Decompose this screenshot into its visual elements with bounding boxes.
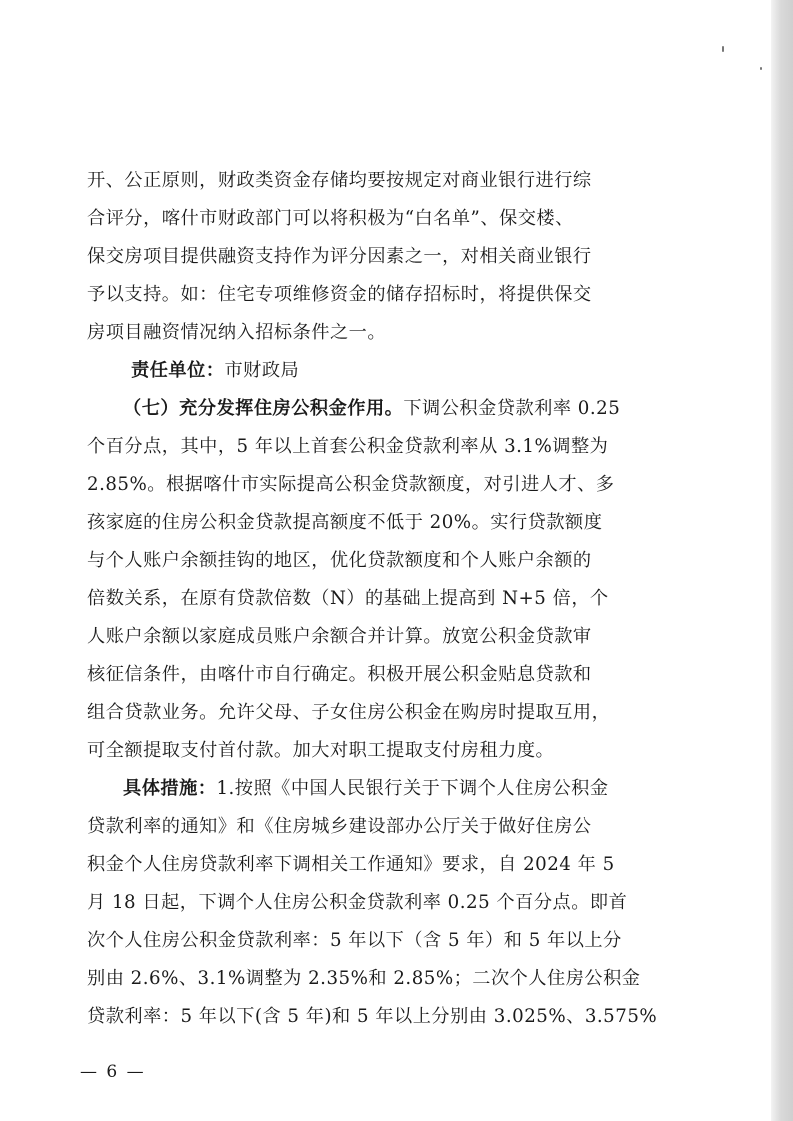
paragraph-line: 可全额提取支付首付款。加大对职工提取支付房租力度。 <box>87 740 555 761</box>
paragraph-line: 孩家庭的住房公积金贷款提高额度不低于 20%。实行贷款额度 <box>87 512 603 533</box>
paragraph-line: 组合贷款业务。允许父母、子女住房公积金在购房时提取互用， <box>87 702 611 723</box>
paragraph-line: 与个人账户余额挂钩的地区，优化贷款额度和个人账户余额的 <box>87 550 592 571</box>
scan-shadow-edge <box>771 0 793 1121</box>
measures-line <box>87 771 703 807</box>
paragraph-line: 月 18 日起，下调个人住房公积金贷款利率 0.25 个百分点。即首 <box>87 892 628 913</box>
paragraph-line: 人账户余额以家庭成员账户余额合并计算。放宽公积金贷款审 <box>87 626 592 647</box>
measures-label: 具体措施： <box>123 778 217 799</box>
paragraph-line: 个百分点，其中，5 年以上首套公积金贷款利率从 3.1%调整为 <box>87 436 609 457</box>
scan-speck <box>760 67 762 70</box>
responsibility-label: 责任单位： <box>131 360 225 381</box>
paragraph-line: 次个人住房公积金贷款利率：5 年以下（含 5 年）和 5 年以上分 <box>87 930 622 951</box>
paragraph-line: 贷款利率的通知》和《住房城乡建设部办公厅关于做好住房公 <box>87 816 592 837</box>
paragraph-line: 保交房项目提供融资支持作为评分因素之一，对相关商业银行 <box>87 246 592 267</box>
paragraph-line: 房项目融资情况纳入招标条件之一。 <box>87 322 387 343</box>
section-heading: （七）充分发挥住房公积金作用。 <box>123 398 404 419</box>
paragraph-line: 予以支持。如：住宅专项维修资金的储存招标时，将提供保交 <box>87 284 592 305</box>
measures-text: 1.按照《中国人民银行关于下调个人住房公积金 <box>216 778 609 799</box>
paragraph-line: 合评分，喀什市财政部门可以将积极为“白名单”、保交楼、 <box>87 208 574 229</box>
paragraph-line: 2.85%。根据喀什市实际提高公积金贷款额度，对引进人才、多 <box>87 474 615 495</box>
scan-speck <box>722 46 724 52</box>
page-number: — 6 — <box>80 1062 146 1082</box>
paragraph-line: 贷款利率：5 年以下(含 5 年)和 5 年以上分别由 3.025%、3.575% <box>87 1006 658 1027</box>
section-heading-rest: 下调公积金贷款利率 0.25 <box>403 398 621 419</box>
paragraph-line: 核征信条件，由喀什市自行确定。积极开展公积金贴息贷款和 <box>87 664 592 685</box>
section-heading-line <box>87 391 703 427</box>
paragraph-line: 别由 2.6%、3.1%调整为 2.35%和 2.85%；二次个人住房公积金 <box>87 968 641 989</box>
paragraph-line: 倍数关系，在原有贷款倍数（N）的基础上提高到 N+5 倍，个 <box>87 588 609 609</box>
responsibility-value: 市财政局 <box>224 360 300 381</box>
paragraph-line: 积金个人住房贷款利率下调相关工作通知》要求，自 2024 年 5 <box>87 854 615 875</box>
responsibility-line <box>87 353 711 389</box>
paragraph-line: 开、公正原则，财政类资金存储均要按规定对商业银行进行综 <box>87 170 592 191</box>
